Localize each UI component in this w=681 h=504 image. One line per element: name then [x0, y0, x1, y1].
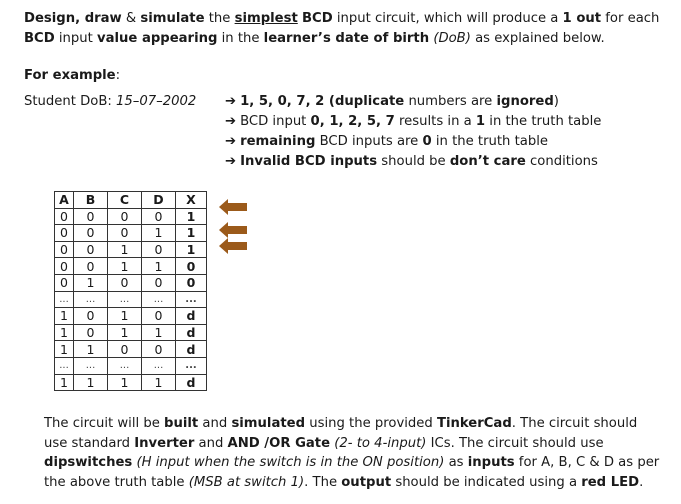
- intro-text: as explained below.: [470, 31, 605, 46]
- note-text: conditions: [525, 154, 598, 169]
- input-cell: 0: [142, 208, 176, 225]
- example-heading: [24, 66, 120, 86]
- truth-table-row: [55, 274, 207, 291]
- truth-table-row: [55, 357, 207, 374]
- input-cell: 1: [74, 274, 108, 291]
- intro-text: simulate: [140, 11, 205, 26]
- intro-text: in the: [217, 31, 264, 46]
- input-cell: 0: [108, 225, 142, 242]
- input-cell: 1: [108, 308, 142, 325]
- note-text: 0, 1, 2, 5, 7: [310, 114, 395, 129]
- dob-value: 15–07–2002: [116, 94, 197, 109]
- intro-text: for each: [601, 11, 660, 26]
- intro-text: input circuit, which will produce a: [332, 11, 563, 26]
- student-dob: [24, 92, 196, 112]
- intro-paragraph: [24, 9, 674, 49]
- marker-arrow-shape: [219, 199, 247, 215]
- input-cell: 0: [74, 324, 108, 341]
- input-cell: ...: [142, 357, 176, 374]
- header-x: X: [176, 192, 207, 209]
- input-cell: 0: [142, 274, 176, 291]
- note-text: don’t care: [449, 154, 526, 169]
- truth-table-row: [55, 241, 207, 258]
- note-item: [225, 112, 601, 132]
- closing-text: (MSB at switch 1): [188, 474, 305, 490]
- input-cell: 1: [55, 341, 74, 358]
- output-cell: d: [176, 374, 207, 391]
- closing-text: . The circuit should use standard: [44, 416, 638, 451]
- input-cell: 1: [74, 341, 108, 358]
- note-text: Invalid BCD inputs: [240, 154, 378, 169]
- output-cell: ...: [176, 291, 207, 308]
- note-item: [225, 92, 601, 112]
- closing-text: built: [164, 416, 199, 431]
- truth-table-row: [55, 225, 207, 242]
- truth-table-row: [55, 208, 207, 225]
- output-cell: d: [176, 308, 207, 325]
- header-a: A: [55, 192, 74, 209]
- truth-table-body: [55, 208, 207, 391]
- right-arrow-icon: ➔: [225, 114, 237, 129]
- output-cell: 1: [176, 208, 207, 225]
- output-cell: d: [176, 341, 207, 358]
- intro-text: simplest: [234, 11, 298, 26]
- input-cell: ...: [74, 291, 108, 308]
- input-cell: ...: [108, 357, 142, 374]
- intro-text: (DoB): [433, 31, 471, 46]
- note-text: ): [553, 94, 559, 109]
- intro-text: the: [204, 11, 235, 26]
- input-cell: 0: [142, 241, 176, 258]
- input-cell: 0: [108, 341, 142, 358]
- output-cell: 0: [176, 258, 207, 275]
- input-cell: 0: [55, 225, 74, 242]
- header-b: B: [74, 192, 108, 209]
- note-text: remaining: [240, 134, 316, 149]
- truth-table-row: [55, 374, 207, 391]
- output-cell: 0: [176, 274, 207, 291]
- closing-text: and: [194, 435, 228, 451]
- example-heading-text: For example: [24, 68, 116, 83]
- truth-table-row: [55, 341, 207, 358]
- input-cell: 1: [108, 241, 142, 258]
- input-cell: 0: [108, 208, 142, 225]
- input-cell: 0: [74, 208, 108, 225]
- output-cell: d: [176, 324, 207, 341]
- input-cell: 1: [142, 324, 176, 341]
- closing-paragraph: [44, 414, 664, 492]
- input-cell: ...: [142, 291, 176, 308]
- note-text: BCD input: [240, 114, 311, 129]
- input-cell: 0: [55, 241, 74, 258]
- input-cell: 1: [108, 324, 142, 341]
- input-cell: 0: [55, 274, 74, 291]
- input-cell: ...: [55, 291, 74, 308]
- intro-text: BCD: [24, 31, 55, 46]
- closing-text: inputs: [467, 455, 515, 470]
- input-cell: 0: [55, 208, 74, 225]
- note-text: duplicate: [334, 94, 405, 109]
- closing-text: The circuit will be: [44, 416, 165, 431]
- note-text: in the truth table: [431, 134, 548, 149]
- truth-table-row: [55, 324, 207, 341]
- closing-text: AND /OR Gate: [227, 435, 331, 451]
- closing-text: simulated: [231, 416, 306, 431]
- intro-text: &: [121, 11, 141, 26]
- note-text: should be: [377, 154, 450, 169]
- truth-table-header-row: [55, 192, 207, 209]
- truth-table-row: [55, 308, 207, 325]
- note-text: numbers are: [404, 94, 497, 109]
- truth-table-row: [55, 258, 207, 275]
- output-cell: 1: [176, 241, 207, 258]
- closing-text: . The: [304, 474, 342, 490]
- note-item: [225, 132, 601, 152]
- intro-text: value appearing: [97, 31, 218, 46]
- marker-arrow-icon: [219, 199, 247, 215]
- note-text: results in a: [394, 114, 476, 129]
- input-cell: 0: [108, 274, 142, 291]
- marker-arrow-shape: [219, 238, 247, 254]
- input-cell: 1: [142, 258, 176, 275]
- input-cell: 1: [108, 258, 142, 275]
- header-d: D: [142, 192, 176, 209]
- right-arrow-icon: ➔: [225, 94, 237, 109]
- closing-text: using the provided: [305, 416, 437, 431]
- input-cell: 0: [74, 308, 108, 325]
- intro-text: learner’s date of birth: [263, 31, 430, 46]
- closing-text: as: [444, 455, 468, 470]
- input-cell: 0: [74, 241, 108, 258]
- closing-text: should be indicated using a: [391, 474, 582, 490]
- closing-text: and: [198, 416, 232, 431]
- note-text: BCD inputs are: [315, 134, 423, 149]
- closing-text: red LED: [581, 474, 640, 490]
- input-cell: ...: [108, 291, 142, 308]
- input-cell: 1: [74, 374, 108, 391]
- marker-arrow-shape: [219, 222, 247, 238]
- marker-arrow-icon: [219, 238, 247, 254]
- note-text: in the truth table: [485, 114, 602, 129]
- input-cell: 1: [55, 308, 74, 325]
- input-cell: 1: [55, 374, 74, 391]
- note-item: [225, 152, 601, 172]
- input-cell: 0: [142, 308, 176, 325]
- closing-text: output: [341, 474, 392, 490]
- intro-text: input: [54, 31, 97, 46]
- input-cell: 1: [142, 374, 176, 391]
- intro-text: Design, draw: [24, 11, 122, 26]
- closing-text: for A, B, C & D as per the above truth table: [44, 455, 660, 490]
- intro-text: BCD: [301, 11, 333, 26]
- output-cell: 1: [176, 225, 207, 242]
- note-text: 1, 5, 0, 7, 2 (: [240, 94, 335, 109]
- note-text: 1: [475, 114, 486, 129]
- input-cell: 0: [74, 258, 108, 275]
- input-cell: 0: [55, 258, 74, 275]
- input-cell: 0: [74, 225, 108, 242]
- marker-arrow-icon: [219, 222, 247, 238]
- header-c: C: [108, 192, 142, 209]
- closing-text: (H input when the switch is in the ON position): [136, 455, 445, 470]
- input-cell: 1: [108, 374, 142, 391]
- input-cell: ...: [74, 357, 108, 374]
- input-cell: 0: [142, 341, 176, 358]
- example-heading-colon: :: [115, 68, 121, 83]
- input-cell: ...: [55, 357, 74, 374]
- closing-text: .: [639, 474, 644, 490]
- truth-table-row: [55, 291, 207, 308]
- truth-table: [54, 191, 207, 391]
- note-text: ignored: [496, 94, 554, 109]
- right-arrow-icon: ➔: [225, 154, 237, 169]
- dob-label: Student DoB:: [24, 94, 117, 109]
- notes-list: [225, 92, 601, 172]
- closing-text: dipswitches: [44, 455, 133, 470]
- input-cell: 1: [142, 225, 176, 242]
- note-text: 0: [422, 134, 432, 149]
- input-cell: 1: [55, 324, 74, 341]
- output-cell: ...: [176, 357, 207, 374]
- closing-text: Inverter: [134, 435, 195, 451]
- intro-text: 1 out: [562, 11, 602, 26]
- closing-text: (2- to 4-input): [334, 435, 427, 451]
- right-arrow-icon: ➔: [225, 134, 237, 149]
- closing-text: ICs. The circuit should use: [426, 435, 604, 451]
- closing-text: TinkerCad: [436, 416, 512, 431]
